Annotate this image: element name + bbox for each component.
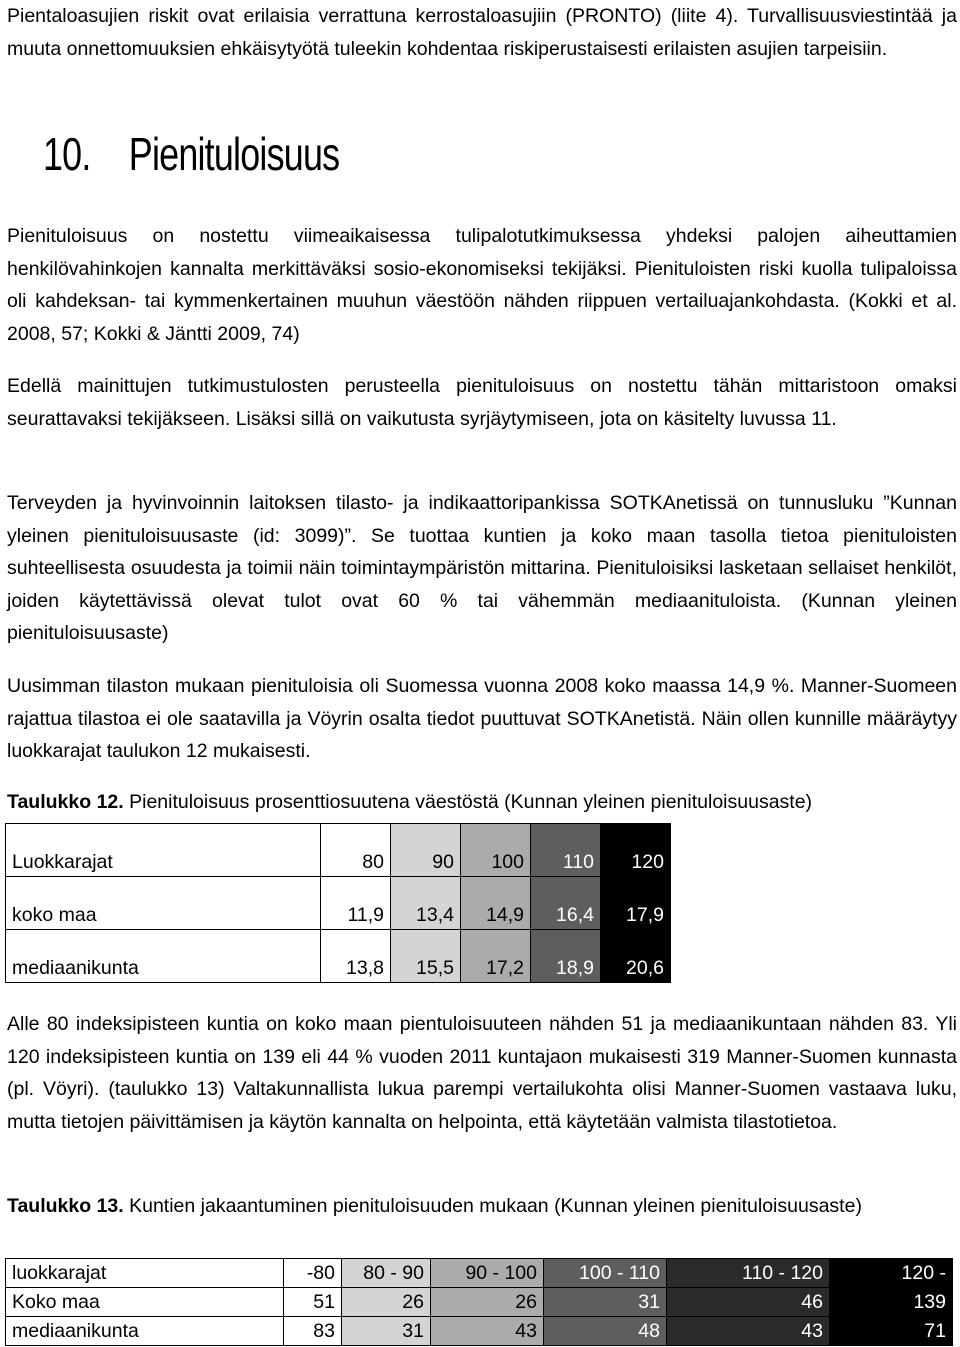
table-cell: 43: [667, 1317, 830, 1346]
table-row: [6, 1317, 953, 1346]
table-cell: 71: [830, 1317, 953, 1346]
table-cell: 80 - 90: [342, 1259, 431, 1288]
table-cell: 48: [544, 1317, 667, 1346]
table-cell: 120 -: [830, 1259, 953, 1288]
table-cell: 90 - 100: [431, 1259, 544, 1288]
table-cell: mediaanikunta: [6, 1317, 284, 1346]
table-cell: 51: [284, 1288, 342, 1317]
paragraph-3: Terveyden ja hyvinvoinnin laitoksen tilasto- ja indikaattoripankissa SOTKAnetissä on tunnusluku ”Kunnan yleinen pienituloisuusaste (id: 3099)”. Se tuottaa kuntien ja koko maan tasolla tietoa pienituloisten suhteellisesta osuudesta ja toimii näin toimintaympäristön mittarina. Pienituloisiksi lasketaan sellaiset henkilöt, joiden käytettävissä olevat tulot ovat 60 % tai vähemmän mediaanituloista. (Kunnan yleinen pienituloisuusaste): [7, 492, 957, 644]
table-cell: 90: [391, 824, 461, 877]
table-row: [6, 930, 671, 983]
table-cell: 26: [431, 1288, 544, 1317]
table-12-caption: Taulukko 12. Pienituloisuus prosenttiosuutena väestöstä (Kunnan yleinen pienituloisuusaste): [7, 791, 813, 813]
table-cell: 110: [531, 824, 601, 877]
table-cell: 139: [830, 1288, 953, 1317]
table-13-caption: Taulukko 13. Kuntien jakaantuminen pienituloisuuden mukaan (Kunnan yleinen pienituloisuusaste): [7, 1195, 862, 1217]
table-cell: 26: [342, 1288, 431, 1317]
table-cell: mediaanikunta: [6, 930, 321, 983]
table-cell: 17,2: [461, 930, 531, 983]
table-cell: 13,4: [391, 877, 461, 930]
table-cell: koko maa: [6, 877, 321, 930]
table-cell: luokkarajat: [6, 1259, 284, 1288]
table-cell: Koko maa: [6, 1288, 284, 1317]
table-cell: Luokkarajat: [6, 824, 321, 877]
intro-paragraph: Pientaloasujien riskit ovat erilaisia verrattuna kerrostaloasujiin (PRONTO) (liite 4). Turvallisuusviestintää ja muuta onnettomuuksien ehkäisytyötä tuleekin kohdentaa riskiperustaisesti erilaisten asujien tarpeisiin.: [7, 5, 957, 60]
section-title: Pienituloisuus: [128, 128, 340, 180]
paragraph-5: Alle 80 indeksipisteen kuntia on koko maan pientuloisuuteen nähden 51 ja mediaanikuntaan nähden 83. Yli 120 indeksipisteen kuntia on 139 eli 44 % vuoden 2011 kuntajaon mukaisesti 319 Manner-Suomen kunnasta (pl. Vöyri). (taulukko 13) Valtakunnallista lukua parempi vertailukohta olisi Manner-Suomen vastaava luku, mutta tietojen päivittämisen ja käytön kannalta on helpointa, että käytetään valmista tilastotietoa.: [7, 1013, 957, 1133]
table-cell: 14,9: [461, 877, 531, 930]
table-row: [6, 1259, 953, 1288]
table-cell: 15,5: [391, 930, 461, 983]
paragraph-4: Uusimman tilaston mukaan pienituloisia oli Suomessa vuonna 2008 koko maassa 14,9 %. Manner-Suomeen rajattua tilastoa ei ole saatavilla ja Vöyrin osalta tiedot puuttuvat SOTKAnetistä. Näin ollen kunnille määräytyy luokkarajat taulukon 12 mukaisesti.: [7, 675, 957, 762]
table-13: [5, 1258, 953, 1346]
table-cell: 110 - 120: [667, 1259, 830, 1288]
table-cell: 46: [667, 1288, 830, 1317]
table-12: [5, 823, 671, 983]
table-cell: 80: [321, 824, 391, 877]
table-cell: 100 - 110: [544, 1259, 667, 1288]
table-cell: 17,9: [601, 877, 671, 930]
table-row: [6, 824, 671, 877]
table-cell: 20,6: [601, 930, 671, 983]
table-cell: -80: [284, 1259, 342, 1288]
paragraph-2: Edellä mainittujen tutkimustulosten perusteella pienituloisuus on nostettu tähän mittaristoon omaksi seurattavaksi tekijäkseen. Lisäksi sillä on vaikutusta syrjäytymiseen, jota on käsitelty luvussa 11.: [7, 375, 957, 430]
table-row: [6, 877, 671, 930]
table-row: [6, 1288, 953, 1317]
table-cell: 31: [342, 1317, 431, 1346]
table-cell: 11,9: [321, 877, 391, 930]
section-number: 10.: [43, 128, 91, 180]
table-cell: 100: [461, 824, 531, 877]
table-cell: 16,4: [531, 877, 601, 930]
table-cell: 31: [544, 1288, 667, 1317]
table-cell: 13,8: [321, 930, 391, 983]
table-cell: 18,9: [531, 930, 601, 983]
paragraph-1: Pienituloisuus on nostettu viimeaikaisessa tulipalotutkimuksessa yhdeksi palojen aiheuttamien henkilövahinkojen kannalta merkittäväksi sosio-ekonomiseksi tekijäksi. Pienituloisten riski kuolla tulipaloissa oli kahdeksan- tai kymmenkertainen muuhun väestöön nähden riippuen vertailuajankohdasta. (Kokki et al. 2008, 57; Kokki & Jäntti 2009, 74): [7, 225, 957, 345]
table-cell: 83: [284, 1317, 342, 1346]
table-cell: 120: [601, 824, 671, 877]
table-cell: 43: [431, 1317, 544, 1346]
section-heading: [43, 127, 339, 181]
